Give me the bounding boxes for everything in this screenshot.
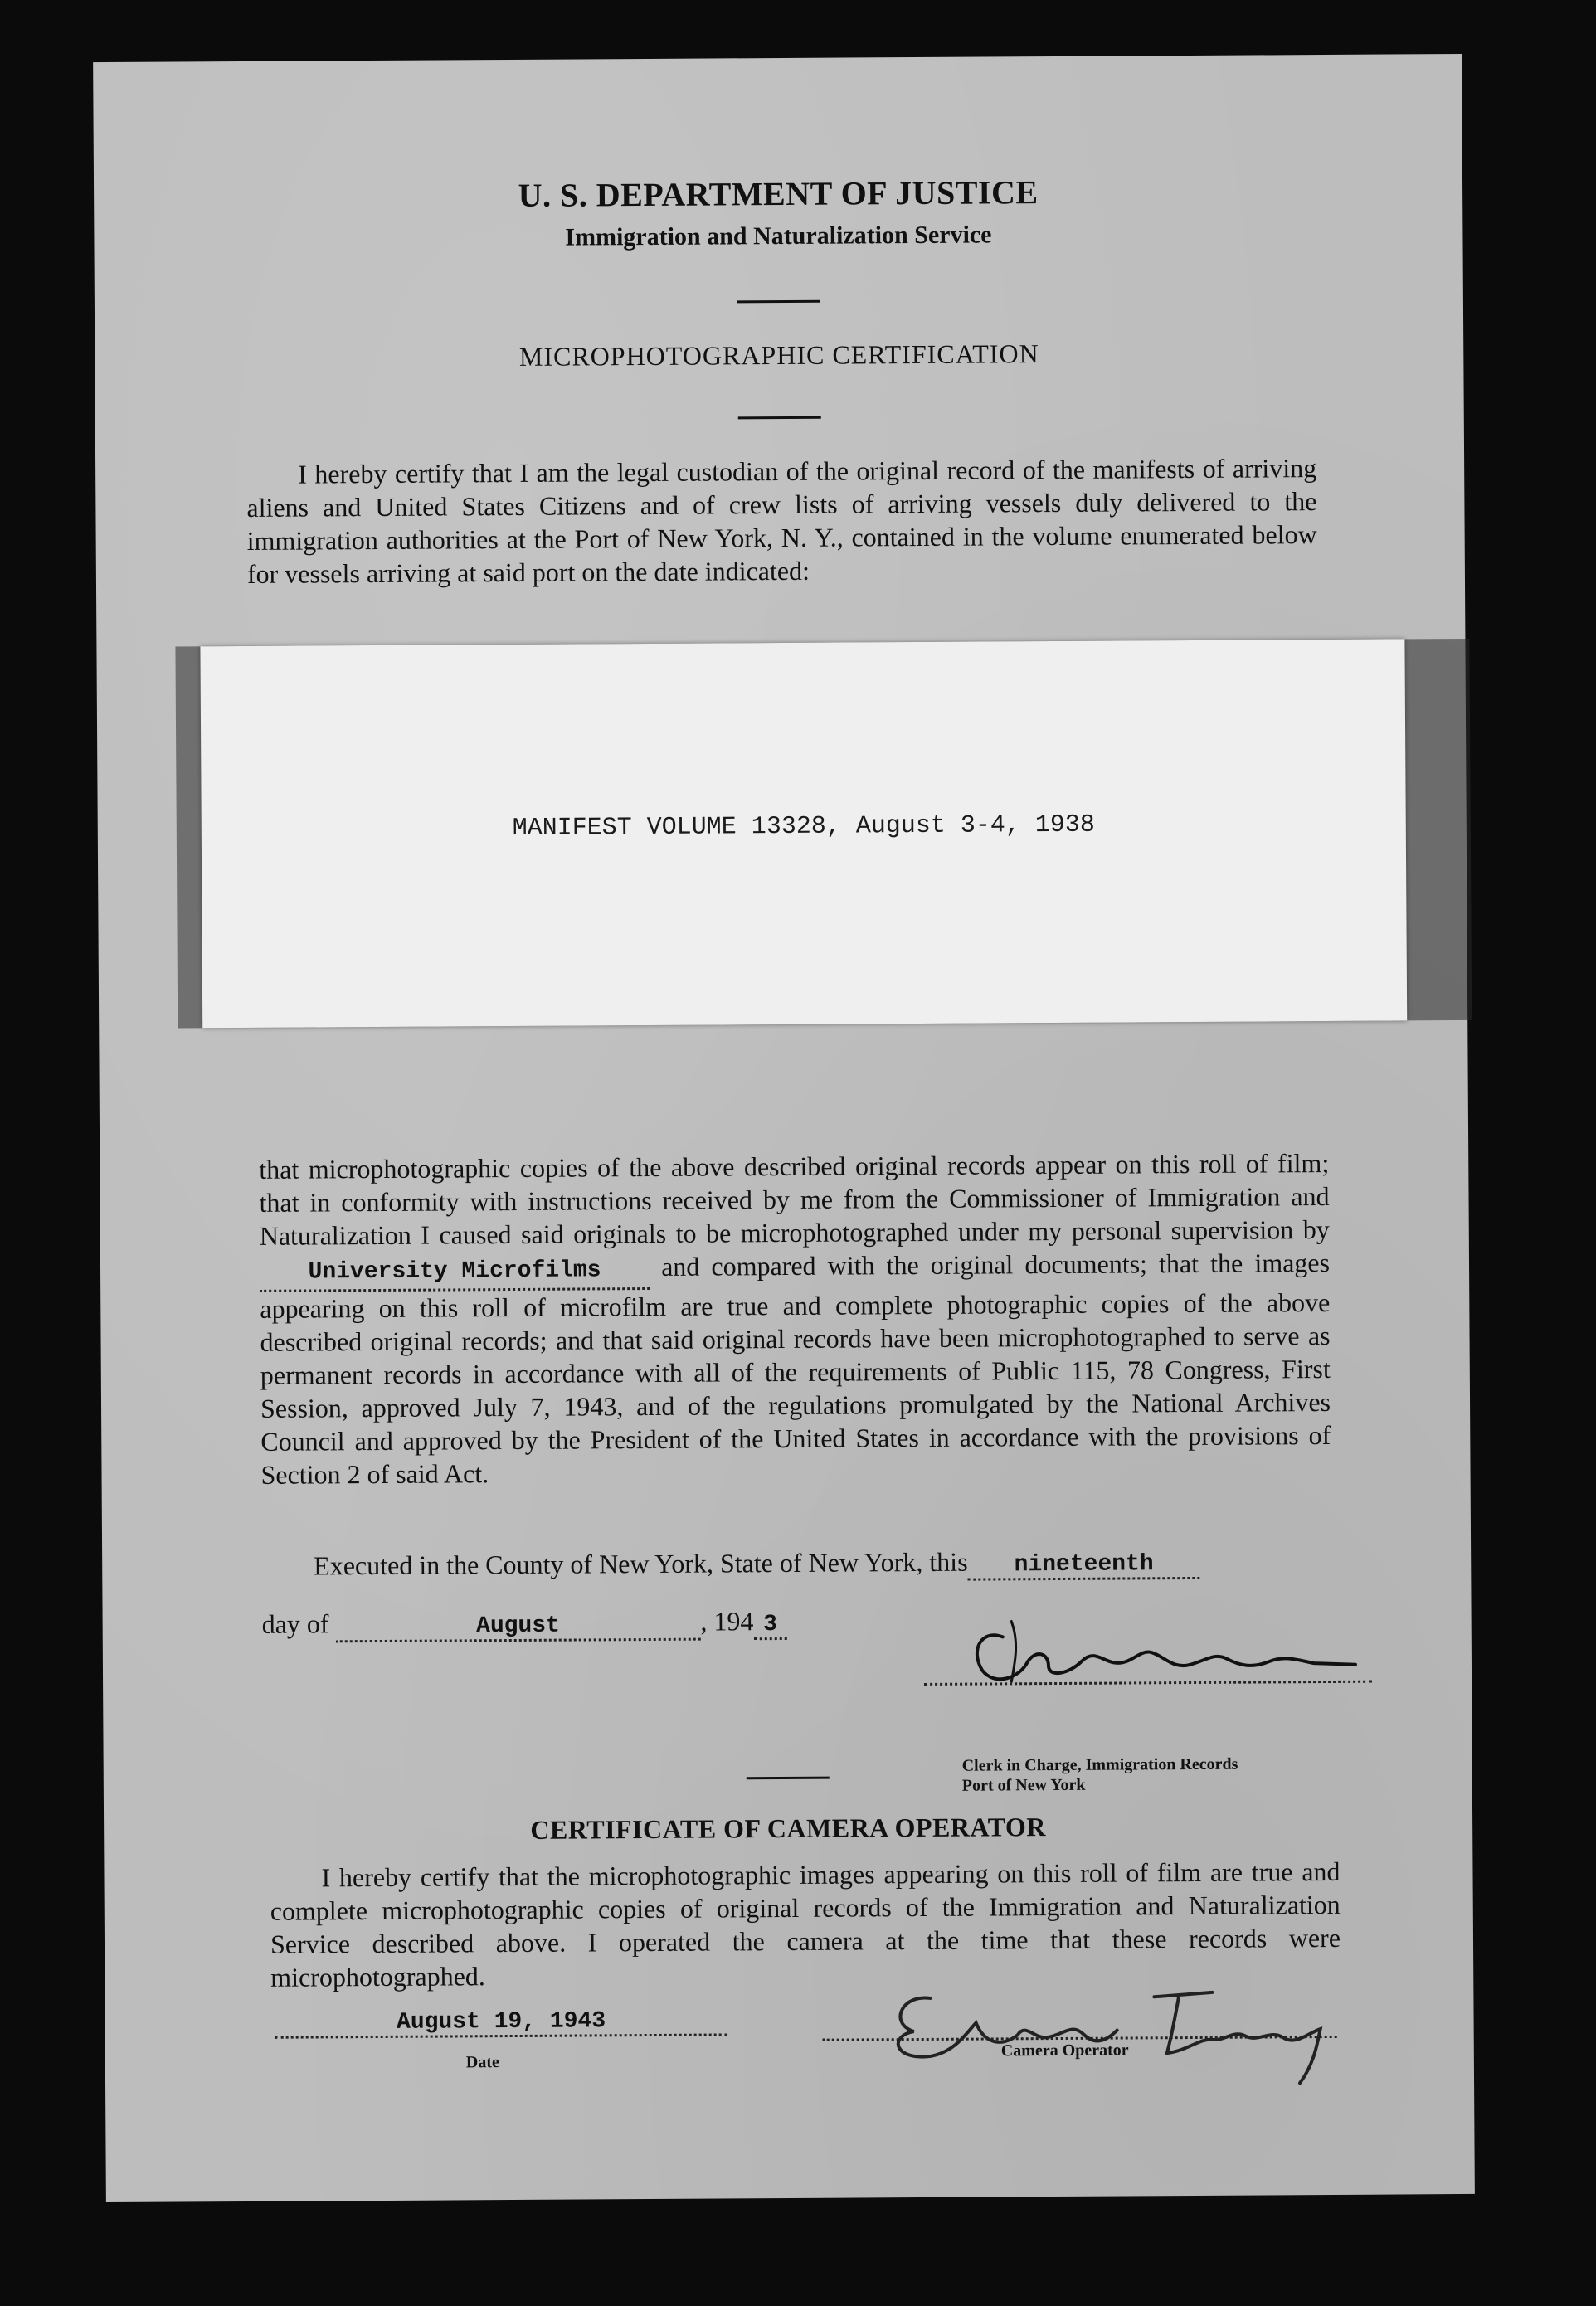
camera-operator-signature (822, 1971, 1345, 2090)
body-paragraph (259, 1146, 1331, 1491)
camera-operator-title: CERTIFICATE OF CAMERA OPERATOR (530, 1812, 1047, 1845)
manifest-insert-slip (200, 639, 1407, 1028)
certificate-page (93, 54, 1475, 2202)
clerk-caption-line2: Port of New York (961, 1775, 1086, 1795)
body-text-part1: that microphotographic copies of the above described original records appear on this roll of film; that in conformity with instructions received by me from the Commissioner of Immigration and Naturalization I caused said originals to be microphotographed under my personal supervision by (259, 1147, 1330, 1251)
operator-date-field (275, 2007, 727, 2038)
title-divider (738, 416, 821, 420)
year-prefix: , 194 (700, 1606, 754, 1637)
intro-text: I hereby certify that I am the legal custodian of the original record of the manifests of arriving aliens and United States Citizens and of crew lists of arriving vessels duly delivered to the immigration authorities at the Port of New York, N. Y., contained in the volume enumerated below for vessels arriving at said port on the date indicated: (246, 453, 1317, 589)
operator-date-value: August 19, 1943 (396, 2008, 606, 2036)
service-subheading: Immigration and Naturalization Service (565, 221, 992, 251)
heading-divider (737, 300, 820, 304)
execution-line (314, 1545, 1200, 1585)
month-field (335, 1607, 700, 1643)
supervisor-field (260, 1250, 650, 1292)
body-text-part2: and compared with the original documents; that the images appearing on this roll of microfilm are true and complete photographic copies of the above described original records; and that said original records have been microphotographed to serve as permanent records in accordance with all of the requirements of Public 115, 78 Congress, First Session, approved July 7, 1943, and of the regulations promulgated by the National Archives Council and approved by the President of the United States in accordance with the provisions of Section 2 of said Act. (260, 1247, 1331, 1490)
clerk-signature (924, 1602, 1389, 1695)
year-digit: 3 (763, 1612, 778, 1638)
manifest-volume-label: MANIFEST VOLUME 13328, August 3-4, 1938 (512, 810, 1095, 843)
year-field (753, 1606, 786, 1640)
operator-divider (747, 1777, 830, 1780)
month-value: August (476, 1613, 561, 1640)
certification-title: MICROPHOTOGRAPHIC CERTIFICATION (518, 338, 1039, 372)
department-heading: U. S. DEPARTMENT OF JUSTICE (518, 173, 1039, 214)
operator-date-label: Date (465, 2053, 499, 2072)
date-line (262, 1606, 787, 1643)
day-of-label: day of (261, 1608, 329, 1639)
day-field (967, 1545, 1199, 1581)
camera-operator-label: Camera Operator (1000, 2041, 1129, 2060)
execution-prefix: Executed in the County of New York, State of New York, this (314, 1546, 968, 1581)
clerk-caption (962, 1754, 1238, 1796)
operator-statement: I hereby certify that the microphotographic images appearing on this roll of film are true and complete microphotographic copies of original records of the Immigration and Naturalization Service described above. I operated the camera at the time that these records were microphotographed. (270, 1856, 1341, 1992)
clerk-caption-line1: Clerk in Charge, Immigration Records (961, 1754, 1238, 1775)
supervisor-value: University Microfilms (308, 1258, 601, 1286)
operator-signature-scribble (822, 1971, 1345, 2090)
day-value: nineteenth (1014, 1551, 1154, 1579)
intro-paragraph (246, 451, 1317, 591)
